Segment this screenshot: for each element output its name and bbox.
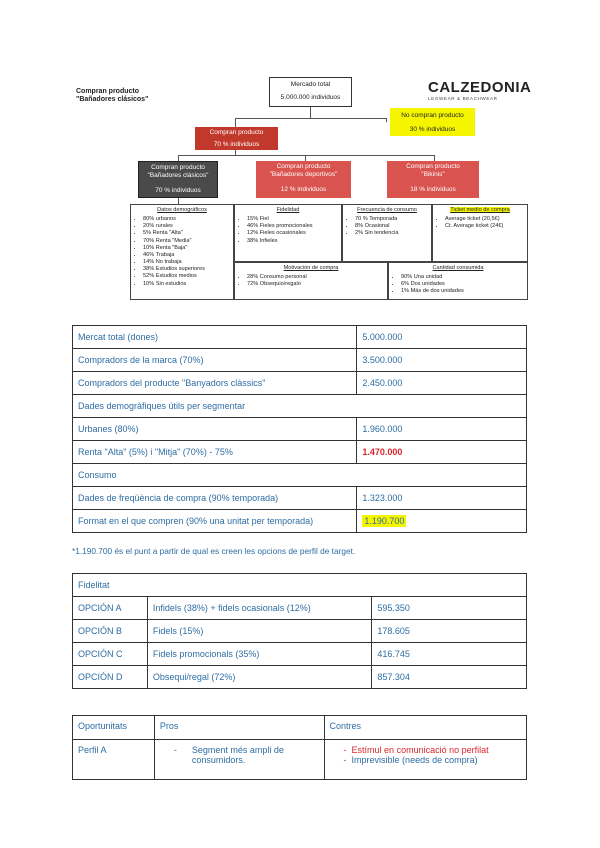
motivation-title: Motivación de compra <box>283 265 339 271</box>
table-row <box>73 740 527 780</box>
sport-line-1: Compran producto <box>276 163 331 170</box>
motivation-item: • 72% Obsequio/regalo <box>247 281 384 288</box>
table-row <box>73 464 527 487</box>
market-total-box <box>269 77 352 107</box>
option-desc: Fidels promocionals (35%) <box>147 643 371 666</box>
dash-marker: - <box>343 755 347 765</box>
market-line-2: 5.000.000 individuos <box>280 94 341 102</box>
frequency-item: • 2% Sin tendencia <box>355 230 428 237</box>
header-cons: Contres <box>324 716 526 740</box>
cons-item <box>330 755 521 765</box>
demographics-item: • 20% rurales <box>143 223 230 230</box>
fidelity-item: • 15% Fiel <box>247 216 338 223</box>
row-label: Compradors de la marca (70%) <box>73 349 357 372</box>
table-row <box>73 441 527 464</box>
table-row <box>73 597 527 620</box>
connector <box>310 107 311 118</box>
demographics-title: Datos demográficos <box>157 207 207 213</box>
quantity-title: Cantidad consumida <box>432 265 484 271</box>
fidelity-item: • 46% Fieles promocionales <box>247 223 338 230</box>
row-value: 2.450.000 <box>357 372 527 395</box>
row-value: 1.960.000 <box>357 418 527 441</box>
bikini-line-1: Compran producto <box>406 163 460 170</box>
row-label: Dades de freqüència de compra (90% temporada) <box>73 487 357 510</box>
fidelity-title: Fidelidad <box>276 207 300 213</box>
table-row <box>73 666 527 689</box>
diagram-left-title <box>76 88 148 104</box>
sport-line-3: 12 % individuos <box>280 186 327 194</box>
dash-marker: - <box>173 745 177 755</box>
sport-line-2: "Bañadores deportivos" <box>269 171 338 179</box>
classic-line-1: Compran producto <box>151 164 205 171</box>
header-opportunities: Oportunitats <box>73 716 155 740</box>
option-label: OPCIÓN B <box>73 620 148 643</box>
table-row <box>73 620 527 643</box>
cons-text: Estímul en comunicació no perfilat <box>351 745 489 755</box>
row-label: Format en el que compren (90% una unitat per temporada) <box>73 510 357 533</box>
demographics-item: • 5% Renta "Alta" <box>143 230 230 237</box>
ticket-box <box>432 204 528 262</box>
table-row <box>73 418 527 441</box>
table-row <box>73 326 527 349</box>
demographics-item: • 70% Renta "Media" <box>143 238 230 245</box>
classic-line-3: 70 % individuos <box>155 187 201 195</box>
connector <box>235 118 386 119</box>
row-label: Renta "Alta" (5%) i "Mitja" (70%) - 75% <box>73 441 357 464</box>
cons-item <box>330 745 521 755</box>
pros-text: Segment més ampli de consumidors. <box>191 745 284 765</box>
fidelity-table <box>72 573 527 689</box>
cons-text: Imprevisible (needs de compra) <box>351 755 478 765</box>
demographics-item: • 52% Estudios medios <box>143 273 230 280</box>
fidelity-header: Fidelitat <box>73 574 527 597</box>
connector <box>386 118 387 122</box>
quantity-item: • 6% Dos unidades <box>401 281 524 288</box>
ticket-item: • Average ticket (20,5€) <box>445 216 524 223</box>
demographics-item: • 14% No trabaja <box>143 259 230 266</box>
sport-box <box>256 161 351 198</box>
quantity-item: • 1% Más de dos unidades <box>401 288 524 295</box>
row-label: Urbanes (80%) <box>73 418 357 441</box>
fidelity-item: • 38% Infieles <box>247 238 338 245</box>
bikini-box <box>387 161 479 198</box>
option-value: 416.745 <box>372 643 527 666</box>
dash-marker: - <box>343 745 347 755</box>
opportunities-table <box>72 715 527 780</box>
market-table <box>72 325 527 533</box>
row-value-highlight: 1.190.700 <box>364 516 405 526</box>
fidelity-item: • 12% Fieles ocasionales <box>247 230 338 237</box>
no-buy-box <box>390 108 475 136</box>
connector <box>178 155 434 156</box>
classic-line-2: "Bañadores clásicos" <box>147 172 209 180</box>
option-label: OPCIÓN A <box>73 597 148 620</box>
buy-line-2: 70 % individuos <box>213 141 260 149</box>
demographics-item: • 10% Renta "Baja" <box>143 245 230 252</box>
motivation-item: • 28% Consumo personal <box>247 274 384 281</box>
connector <box>235 118 236 127</box>
demographics-item: • 10% Sin estudios <box>143 281 230 288</box>
no-buy-line-2: 30 % individuos <box>409 126 456 134</box>
left-title-line-1: Compran producto <box>76 88 139 95</box>
row-value: 5.000.000 <box>357 326 527 349</box>
row-value: 3.500.000 <box>357 349 527 372</box>
row-label: Mercat total (dones) <box>73 326 357 349</box>
table-note: *1.190.700 és el punt a partir de qual es creen les opcions de perfil de target. <box>72 546 356 556</box>
motivation-box <box>234 262 388 300</box>
ticket-title: Ticket medio de compra <box>450 207 510 213</box>
option-label: OPCIÓN C <box>73 643 148 666</box>
row-value-highlight-red: 1.470.000 <box>362 447 403 457</box>
table-row <box>73 487 527 510</box>
frequency-item: • 8% Ocasional <box>355 223 428 230</box>
demographics-item: • 80% urbanos <box>143 216 230 223</box>
left-title-line-2: "Bañadores clásicos" <box>76 96 149 104</box>
option-desc: Obsequi/regal (72%) <box>147 666 371 689</box>
option-label: OPCIÓN D <box>73 666 148 689</box>
table-row <box>73 510 527 533</box>
section-label: Consumo <box>73 464 527 487</box>
option-desc: Fidels (15%) <box>147 620 371 643</box>
bikini-line-3: 18 % individuos <box>410 186 456 194</box>
header-pros: Pros <box>154 716 324 740</box>
fidelity-box <box>234 204 342 262</box>
profile-label: Perfil A <box>73 740 155 780</box>
bikini-line-2: "Bikinis" <box>421 171 445 179</box>
demographics-item: • 46% Trabaja <box>143 252 230 259</box>
section-label: Dades demogràfiques útils per segmentar <box>73 395 527 418</box>
table-header-row <box>73 716 527 740</box>
option-value: 178.605 <box>372 620 527 643</box>
buy-box <box>195 127 278 150</box>
classic-box <box>138 161 218 198</box>
row-label: Compradors del producte "Banyadors clàssics" <box>73 372 357 395</box>
option-value: 857.304 <box>372 666 527 689</box>
demographics-item: • 38% Estudios superiores <box>143 266 230 273</box>
calzedonia-logo <box>428 79 531 101</box>
ticket-item: • Ct. Average ticket (24€) <box>445 223 524 230</box>
table-row <box>73 349 527 372</box>
demographics-box <box>130 204 234 300</box>
table-row <box>73 395 527 418</box>
row-value: 1.323.000 <box>357 487 527 510</box>
frequency-title: Frecuencia de consumo <box>357 207 417 213</box>
table-header-row <box>73 574 527 597</box>
table-row <box>73 643 527 666</box>
pros-item <box>160 745 319 765</box>
market-line-1: Mercado total <box>290 81 331 88</box>
quantity-box <box>388 262 528 300</box>
frequency-box <box>342 204 432 262</box>
table-row <box>73 372 527 395</box>
quantity-item: • 90% Una unidad <box>401 274 524 281</box>
option-desc: Infidels (38%) + fidels ocasionals (12%) <box>147 597 371 620</box>
option-value: 595.350 <box>372 597 527 620</box>
no-buy-line-1: No compran producto <box>401 112 464 119</box>
logo-tagline: LEGWEAR & BEACHWEAR <box>428 96 498 101</box>
frequency-item: • 70 % Temporada <box>355 216 428 223</box>
buy-line-1: Compran producto <box>209 129 264 136</box>
logo-name: CALZEDONIA <box>428 79 532 96</box>
